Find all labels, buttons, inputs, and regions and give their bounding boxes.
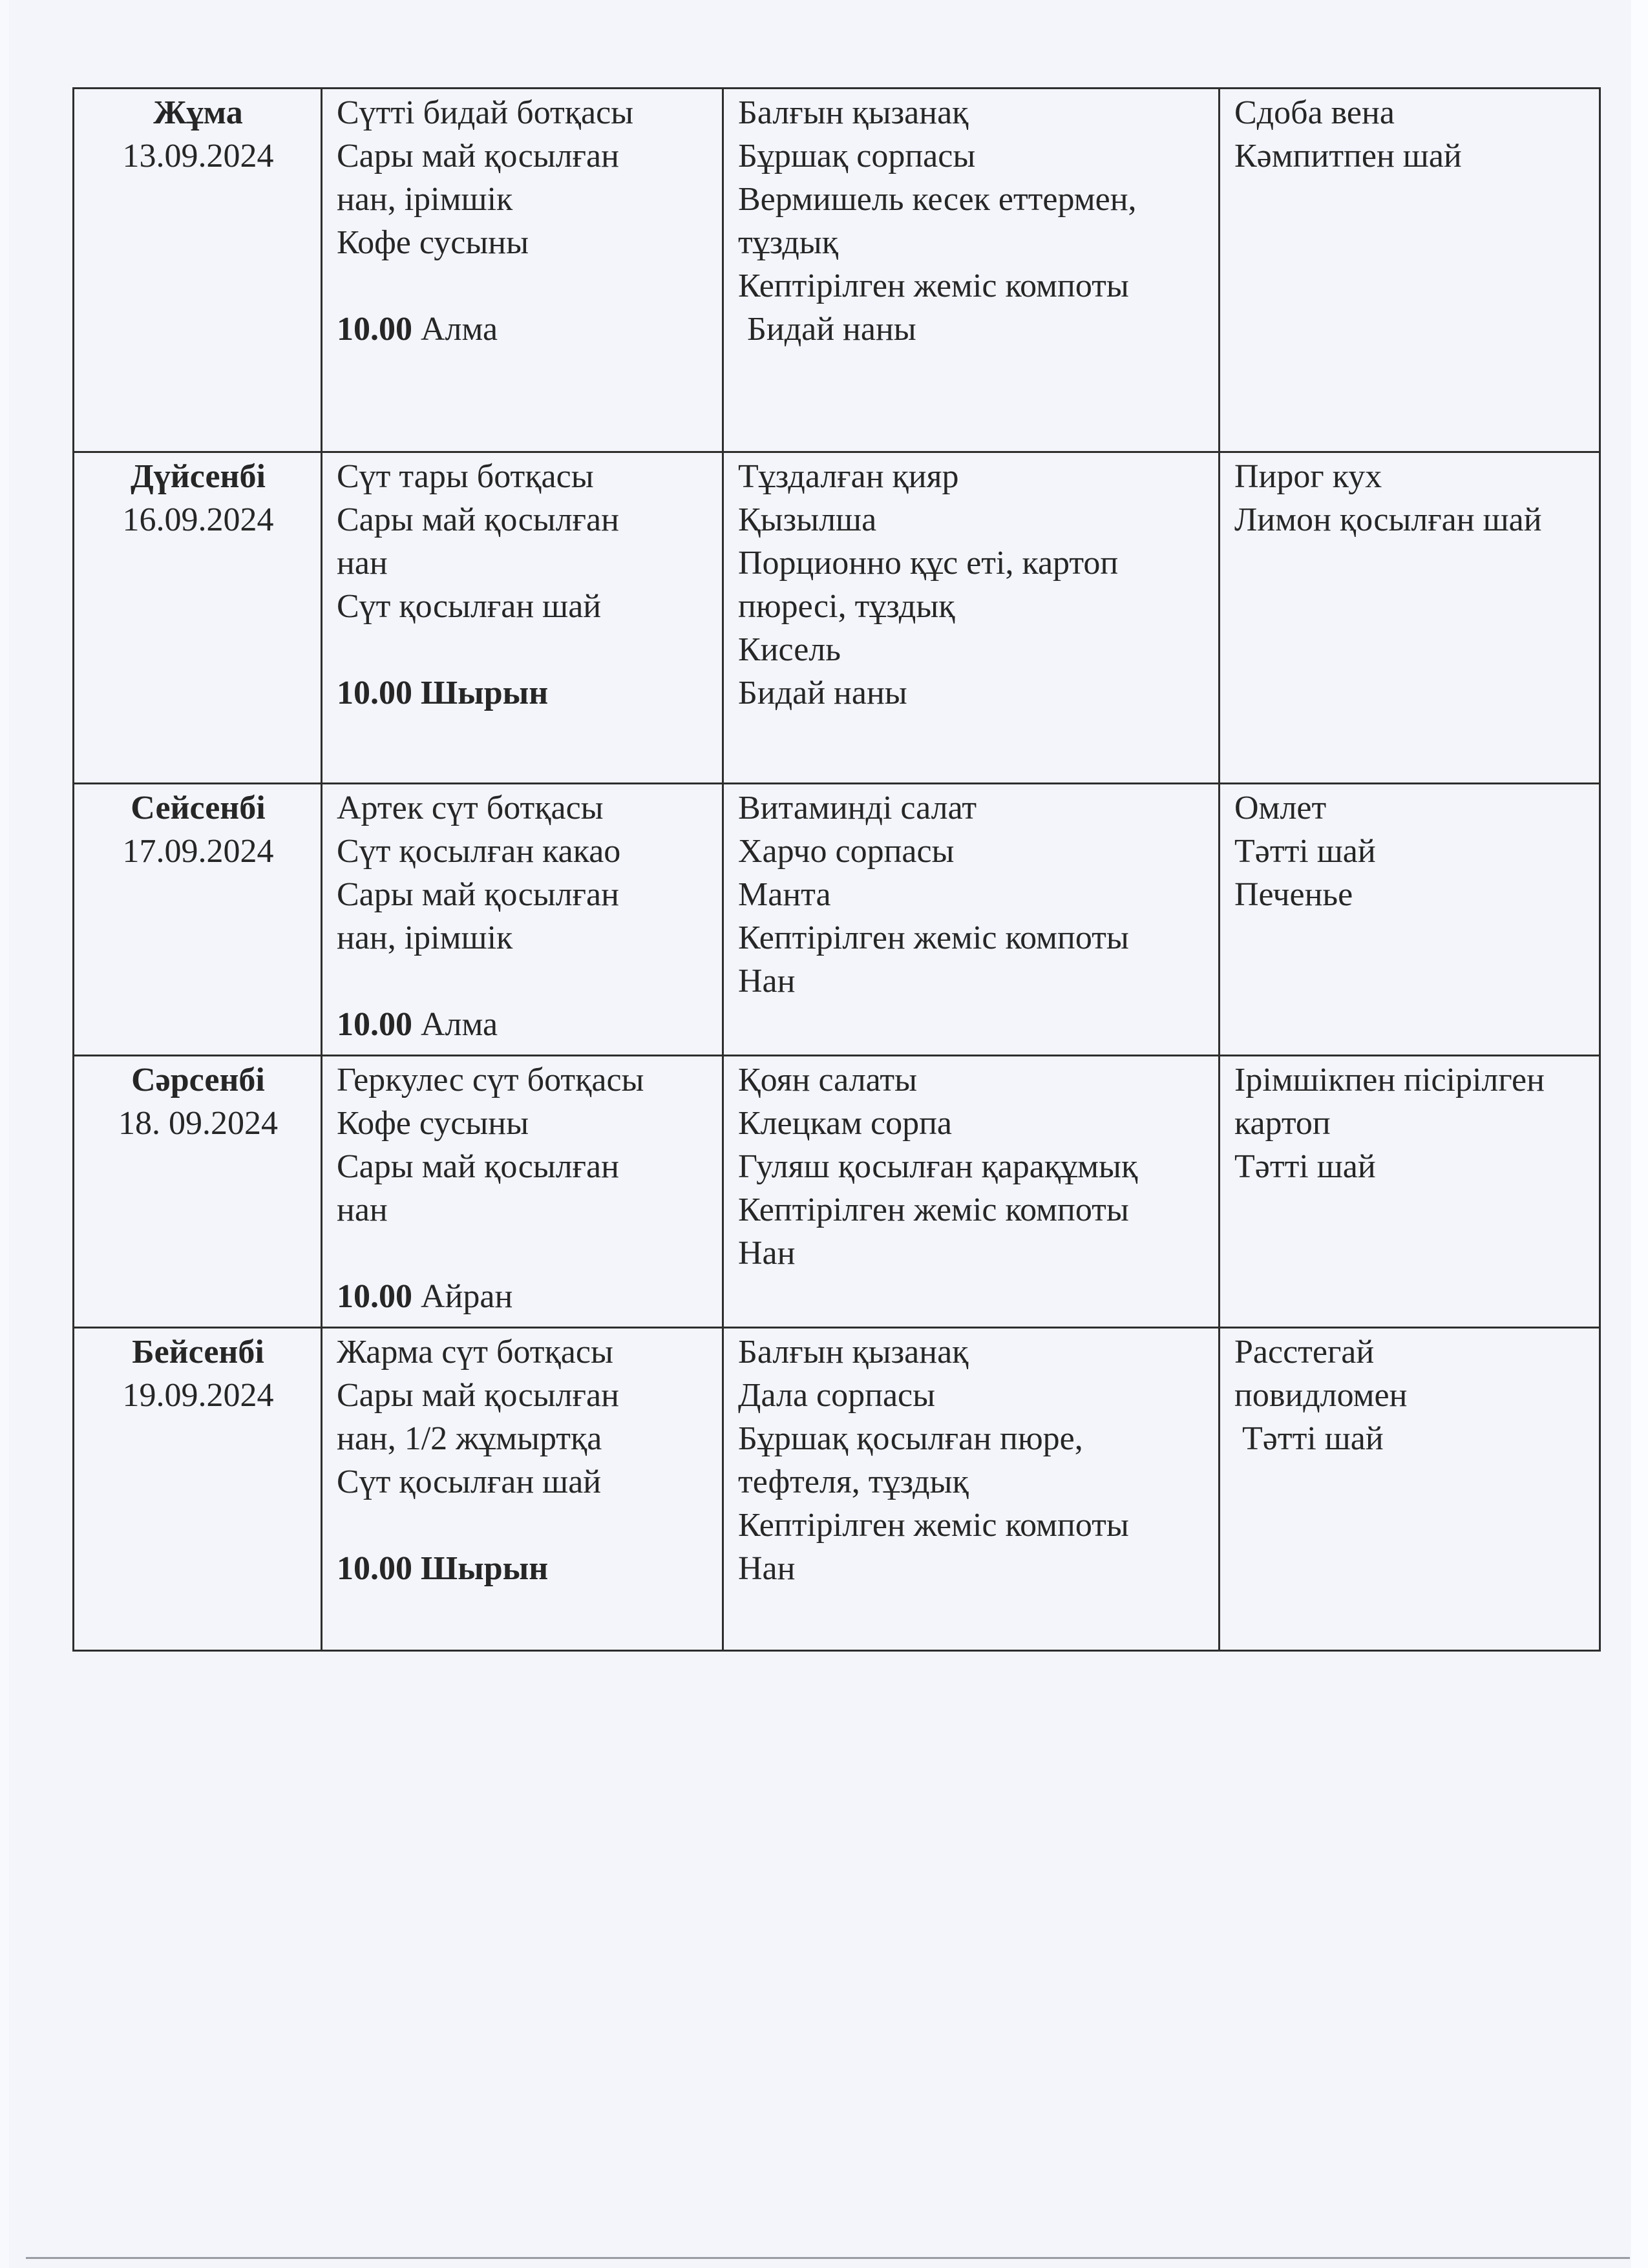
snack-line [337,308,709,351]
lunch-item: Бидай наны [738,675,907,711]
day-cell [74,1056,322,1328]
dinner-cell [1220,1056,1600,1328]
dinner-cell [1220,1328,1600,1651]
dinner-item: Тәтті шай [1242,1420,1384,1457]
menu-table [72,87,1601,1652]
lunch-item: Дала сорпасы [738,1377,936,1414]
lunch-item: Қоян салаты [738,1062,918,1098]
breakfast-item: Сүт қосылған шай [337,588,602,625]
breakfast-item: нан [337,1192,388,1228]
lunch-cell [723,1056,1220,1328]
snack-time: 10.00 [337,311,412,348]
breakfast-item: Кофе сусыны [337,1105,529,1142]
lunch-cell [723,89,1220,452]
lunch-item: Тұздалған қияр [738,458,959,495]
menu-row [74,1056,1600,1328]
lunch-item: Клецкам сорпа [738,1105,952,1142]
dinner-item: Расстегай [1234,1334,1375,1370]
snack-time: 10.00 [337,675,412,711]
breakfast-item: нан, ірімшік [337,919,513,956]
blank-line [337,1232,709,1275]
snack-time: 10.00 [337,1006,412,1043]
dinner-item: Сдоба вена [1234,94,1395,131]
day-cell [74,452,322,784]
lunch-item: Нан [738,1235,796,1272]
breakfast-cell [322,89,723,452]
breakfast-item: Геркулес сүт ботқасы [337,1062,644,1098]
lunch-item: Қызылша [738,501,877,538]
breakfast-item: Кофе сусыны [337,224,529,261]
lunch-item: Бидай наны [747,311,916,348]
snack-line [337,1547,709,1590]
lunch-item: Гуляш қосылған қарақұмық [738,1148,1138,1185]
breakfast-item: Сүт қосылған шай [337,1464,602,1500]
dinner-item: Тәтті шай [1234,833,1376,870]
dinner-cell [1220,784,1600,1056]
blank-line [337,264,709,308]
lunch-item: тефтеля, тұздық [738,1464,969,1500]
snack-item: Айран [421,1278,513,1315]
breakfast-item: нан, 1/2 жұмыртқа [337,1420,602,1457]
day-name: Дүйсенбі [131,458,266,495]
breakfast-item: Артек сүт ботқасы [337,790,604,826]
dinner-cell [1220,89,1600,452]
snack-time: 10.00 [337,1550,412,1587]
lunch-item: Вермишель кесек еттермен, [738,181,1137,218]
blank-line [337,1504,709,1547]
dinner-item: повидломен [1234,1377,1408,1414]
breakfast-item: Сары май қосылған [337,876,619,913]
breakfast-item: Сары май қосылған [337,501,619,538]
day-cell [74,784,322,1056]
day-date: 19.09.2024 [122,1377,274,1414]
snack-item: Шырын [421,675,549,711]
snack-item: Алма [421,311,498,348]
snack-line [337,1003,709,1046]
lunch-item: Балғын қызанақ [738,94,969,131]
breakfast-cell [322,452,723,784]
lunch-cell [723,784,1220,1056]
blank-line [337,628,709,671]
day-date: 17.09.2024 [122,833,274,870]
day-cell [74,1328,322,1651]
lunch-item: Кептірілген жеміс компоты [738,919,1129,956]
dinner-item: Печенье [1234,876,1353,913]
snack-item: Алма [421,1006,498,1043]
breakfast-item: Сүт тары ботқасы [337,458,594,495]
lunch-item: Витаминді салат [738,790,977,826]
snack-item: Шырын [421,1550,549,1587]
dinner-item: Омлет [1234,790,1327,826]
lunch-item: Манта [738,876,831,913]
lunch-cell [723,452,1220,784]
dinner-item: Пирог кух [1234,458,1382,495]
lunch-item: Бұршақ сорпасы [738,138,976,174]
breakfast-item: нан, ірімшік [337,181,513,218]
dinner-item: Тәтті шай [1234,1148,1376,1185]
menu-row [74,452,1600,784]
menu-row [74,89,1600,452]
lunch-cell [723,1328,1220,1651]
dinner-item: Лимон қосылған шай [1234,501,1542,538]
day-cell [74,89,322,452]
lunch-item: Балғын қызанақ [738,1334,969,1370]
blank-line [337,960,709,1003]
breakfast-item: Сары май қосылған [337,1148,619,1185]
lunch-item: Нан [738,1550,796,1587]
dinner-item: Кәмпитпен шай [1234,138,1462,174]
breakfast-item: Сүтті бидай ботқасы [337,94,634,131]
breakfast-item: Сүт қосылған какао [337,833,621,870]
paper-edge-left [0,0,9,2268]
snack-line [337,1275,709,1318]
lunch-item: пюресі, тұздық [738,588,955,625]
breakfast-cell [322,1328,723,1651]
paper-edge-bottom [26,2257,1630,2259]
lunch-item: Кисель [738,631,841,668]
breakfast-item: Жарма сүт ботқасы [337,1334,613,1370]
dinner-item: Ірімшікпен пісірілген [1234,1062,1545,1098]
snack-time: 10.00 [337,1278,412,1315]
day-date: 16.09.2024 [122,501,274,538]
menu-row [74,1328,1600,1651]
breakfast-cell [322,1056,723,1328]
breakfast-item: нан [337,545,388,582]
lunch-item: Нан [738,963,796,1000]
dinner-cell [1220,452,1600,784]
lunch-item: Бұршақ қосылған пюре, [738,1420,1083,1457]
day-date: 13.09.2024 [122,138,274,174]
breakfast-item: Сары май қосылған [337,1377,619,1414]
lunch-item: Порционно құс еті, картоп [738,545,1119,582]
day-name: Сәрсенбі [131,1062,265,1098]
day-name: Сейсенбі [131,790,266,826]
dinner-item: картоп [1234,1105,1331,1142]
breakfast-item: Сары май қосылған [337,138,619,174]
lunch-item: Кептірілген жеміс компоты [738,268,1129,304]
day-date: 18. 09.2024 [118,1105,278,1142]
breakfast-cell [322,784,723,1056]
lunch-item: Кептірілген жеміс компоты [738,1192,1129,1228]
lunch-item: Харчо сорпасы [738,833,955,870]
day-name: Бейсенбі [132,1334,264,1370]
snack-line [337,671,709,715]
menu-row [74,784,1600,1056]
lunch-item: Кептірілген жеміс компоты [738,1507,1129,1544]
paper-edge-right [1631,0,1648,2268]
lunch-item: тұздық [738,224,838,261]
day-name: Жұма [153,94,243,131]
